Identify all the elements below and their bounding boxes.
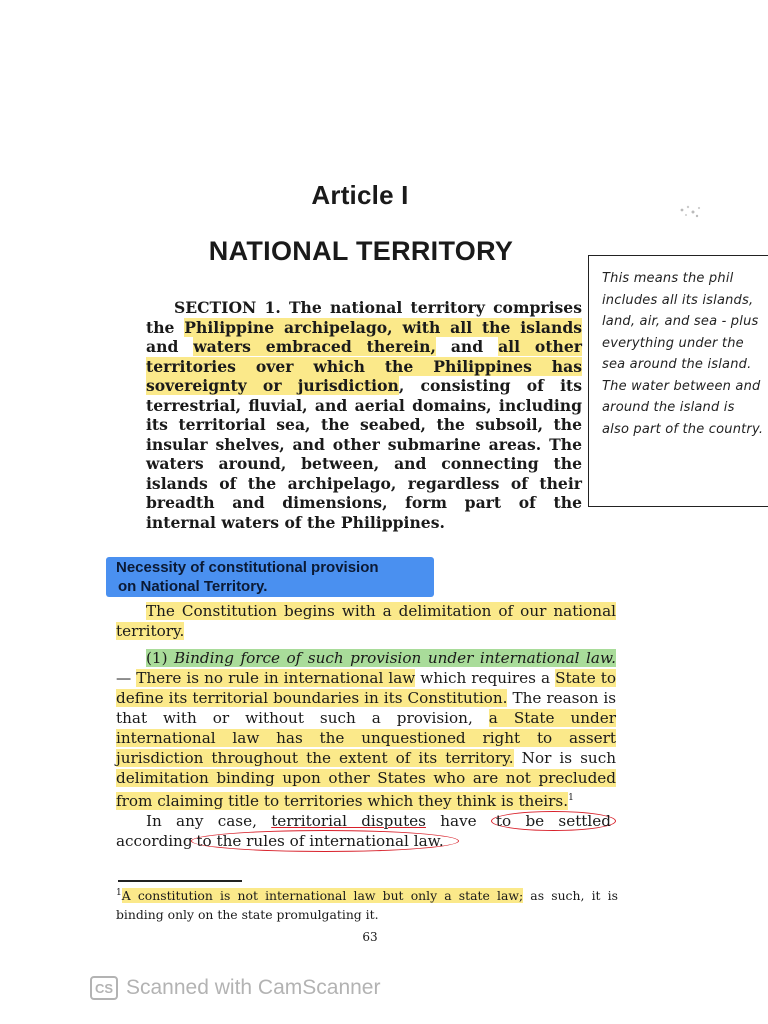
paragraph-disputes: In any case, territorial disputes have to be settled according to the rules of international law. — [116, 811, 616, 851]
handwritten-note: This means the phil includes all its islands, land, air, and sea - plus everything under the sea around the island. The water between and around the island is also part of the country. — [602, 271, 764, 437]
scanner-text: Scanned with CamScanner — [126, 976, 381, 999]
highlight: a State under international law has the unquestioned right to assert jurisdiction throughout the extent of its territory. — [116, 709, 617, 767]
paragraph-binding-force: (1) Binding force of such provision under international law. — There is no rule in international law which requires a State to define its territorial boundaries in its Constitution. The reason is that with or without such a provision, a State under international law has the unquestioned right to assert jurisdiction throughout the extent of its territory. Nor is such delimitation binding upon other States who are not precluded from claiming title to territories which they think is theirs.$^1$ — [116, 649, 617, 811]
scan-speck-icon — [676, 202, 706, 220]
highlight: Philippine archipelago, with all the islands — [184, 317, 582, 337]
highlight: There is no rule in international law — [136, 669, 416, 687]
camscanner-logo-icon: CS — [90, 976, 118, 1000]
underlined-text: territorial disputes — [271, 812, 426, 830]
footnote-divider — [118, 880, 242, 882]
highlight: delimitation binding upon other States who are not precluded from claiming title to territories which they think is theirs. — [116, 769, 616, 811]
section-1-text: SECTION 1. The national territory comprises the Philippine archipelago, with all the islands and waters embraced therein, and all other territories over which the Philippines has sovereignty or jurisdiction, consisting of its terrestrial, fluvial, and aerial domains, including its territorial sea, the seabed, the subsoil, the insular shelves, and other submarine areas. The waters around, between, and connecting the islands of the archipelago, regardless of their breadth and dimensions, form part of the internal waters of the Philippines. — [146, 298, 583, 532]
highlight: The Constitution begins with a delimitation of our national territory. — [116, 602, 616, 640]
paragraph-intro — [116, 601, 616, 641]
section-heading: Necessity of constitutional provision on National Territory. — [116, 559, 379, 595]
highlight: State to define its territorial boundaries in its Constitution. — [116, 669, 617, 707]
highlight: A constitution is not international law but only a state law; — [121, 888, 524, 904]
footnote: $^1$A constitution is not international law but only a state law; as such, it is binding only on the state promulgating it. — [116, 888, 618, 923]
page-number: 63 — [362, 930, 378, 944]
article-subtitle: NATIONAL TERRITORY — [208, 236, 514, 266]
highlight: waters embraced therein, — [193, 337, 436, 356]
article-title: Article I — [311, 180, 409, 210]
scanner-watermark — [90, 976, 380, 1000]
circled-text: to the rules of international law. — [191, 830, 458, 852]
highlight: all other territories over which the Philippines has sovereignty or jurisdiction — [146, 337, 583, 395]
circled-text: to be settled — [491, 811, 616, 831]
highlight-green: (1) Binding force of such provision under international law. — [146, 649, 616, 667]
